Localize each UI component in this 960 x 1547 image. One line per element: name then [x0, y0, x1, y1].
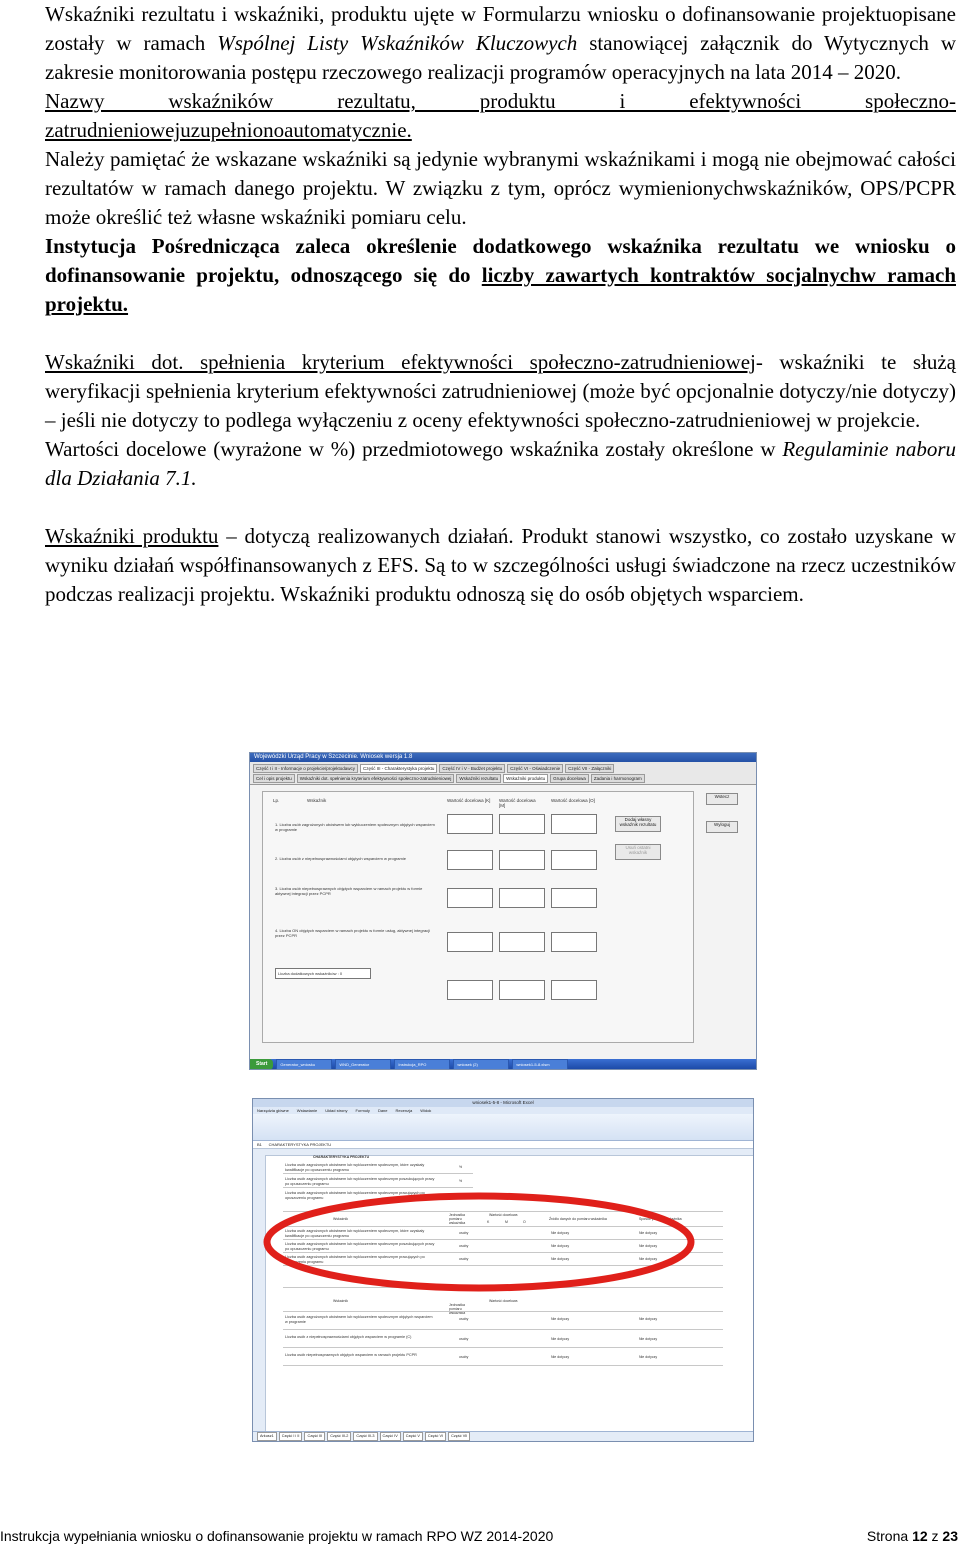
sheet-tab[interactable]: Część V	[403, 1432, 423, 1441]
text: - wskaźniki te służą weryfikacji spełnienia kryterium efektywności zatrudnieniowej (może być opcjonalnie dotyczy/nie dotyczy) – jeśli nie dotyczy to podlega wyłączeniu z oceny efektywności społeczno-zatrudnieniowej w projekcie.	[45, 350, 956, 432]
sheet-row: Liczba osób z niepełnosprawnościami objętych wsparciem w programie (C)	[285, 1335, 412, 1339]
tab[interactable]: Część VI - Oświadczenie	[507, 764, 563, 773]
tabs-row-2	[250, 773, 756, 785]
method-cell: Nie dotyczy	[639, 1244, 658, 1248]
sheet-row: Liczba osób zagrożonych ubóstwem lub wykluczeniem społecznym objętych wsparciem w programie	[285, 1315, 433, 1324]
unit-cell: osoby	[459, 1337, 469, 1341]
unit-cell: osoby	[459, 1317, 469, 1321]
value-input-o[interactable]	[551, 980, 597, 1000]
unit-cell: %	[459, 1179, 463, 1183]
sheet-row: Liczba osób niepełnosprawnych objętych wsparciem w ramach projektu PCPR	[285, 1353, 417, 1357]
source-cell: Nie dotyczy	[551, 1244, 570, 1248]
header-cell: Wskaźnik	[333, 1299, 348, 1303]
sheet-row: Liczba osób zagrożonych ubóstwem lub wykluczeniem społecznym pracujących po opuszczeniu programu	[285, 1191, 425, 1200]
current-page: 12	[912, 1528, 928, 1544]
total-pages: 23	[942, 1528, 958, 1544]
italic-text: Regulaminie naboru dla Działania 7.1.	[45, 437, 956, 490]
underlined-text: liczby zawartych kontraktów socjalnychw ramach projektu.	[45, 263, 956, 316]
text: stanowiącej załącznik do Wytycznych w zakresie monitorowania postępu rzeczowego realizacji programów operacyjnych na lata 2014 – 2020.	[45, 31, 956, 84]
value-input-k[interactable]	[447, 980, 493, 1000]
value-input-m[interactable]	[499, 850, 545, 870]
taskbar	[250, 1059, 756, 1069]
sheet-row: Liczba osób zagrożonych ubóstwem lub wykluczeniem społecznym pracujących po opuszczeniu programu	[285, 1255, 425, 1264]
paragraph-3: Należy pamiętać że wskazane wskaźniki są jedynie wybranymi wskaźnikami i mogą nie obejmować całości rezultatów w ramach danego projektu. W związku z tym, oprócz wymienionychwskaźników, OPS/PCPR może określić też własne wskaźniki pomiaru celu.	[45, 147, 956, 229]
unit-cell: %	[459, 1193, 463, 1197]
paragraph-4	[45, 232, 956, 319]
value-input-m[interactable]	[499, 888, 545, 908]
header-cell: Wartość docelowa	[489, 1213, 518, 1217]
ribbon-tab[interactable]: Widok	[420, 1108, 432, 1113]
page-prefix: Strona	[866, 1528, 913, 1544]
start-button[interactable]: Start	[250, 1059, 273, 1070]
tab[interactable]: Część VII - Załączniki	[565, 764, 614, 773]
screenshot-application-form	[249, 752, 757, 1070]
text: Wskaźniki rezultatu i wskaźniki, produktu ujęte w Formularzu wniosku o dofinansowanie projektuopisane zostały w ramach	[45, 2, 956, 55]
sheet-tab[interactable]: Część VII	[448, 1432, 470, 1441]
additional-value: 0	[339, 971, 343, 976]
additional-label: Liczba dodatkowych wskaźników :	[278, 971, 339, 976]
window-title: Wojewódzki Urząd Pracy w Szczecinie. Wniosek wersja 1.8	[250, 753, 756, 762]
taskbar-item[interactable]: wniosek1-5-8.xlsm	[512, 1059, 568, 1070]
tab-active[interactable]: Część III - Charakterystyka projektu	[360, 764, 437, 773]
tab[interactable]: Część IV i V - Budżet projektu	[439, 764, 505, 773]
text: Wartości docelowe (wyrażone w %) przedmiotowego wskaźnika zostały określone w	[45, 437, 783, 461]
ribbon-tab[interactable]: Układ strony	[325, 1108, 348, 1113]
source-cell: Nie dotyczy	[551, 1337, 570, 1341]
paragraph-2-line-1: Nazwy wskaźników rezultatu, produktu i efektywności społeczno-	[45, 89, 956, 113]
section-title: CHARAKTERYSTYKA PROJEKTU	[313, 1155, 370, 1159]
header-cell: Wskaźnik	[333, 1217, 348, 1221]
page-footer	[0, 1527, 960, 1545]
header-cell: Sposób pomiaru wskaźnika	[639, 1217, 682, 1221]
sheet-row: Liczba osób zagrożonych ubóstwem lub wykluczeniem społecznym poszukujących pracy po opuszczeniu programu	[285, 1242, 435, 1251]
value-input-k[interactable]	[447, 932, 493, 952]
document-body	[45, 0, 956, 609]
unit-cell: osoby	[459, 1244, 469, 1248]
screenshot-excel	[252, 1098, 754, 1442]
value-input-o[interactable]	[551, 888, 597, 908]
ribbon-tab[interactable]: Wstawianie	[296, 1108, 318, 1113]
unit-cell: osoby	[459, 1355, 469, 1359]
window-title: wniosek1-5-8 - Microsoft Excel	[253, 1099, 753, 1107]
ribbon-tab[interactable]: Dane	[377, 1108, 388, 1113]
taskbar-item[interactable]: wniosek (2)	[453, 1059, 509, 1070]
method-cell: Nie dotyczy	[639, 1317, 658, 1321]
add-indicator-button[interactable]: Dodaj własny wskaźnik rezultatu	[615, 816, 661, 832]
tab[interactable]: Zadania i harmonogram	[591, 774, 645, 783]
tab[interactable]: Część I i II - Informacje o projekcie/projektodawcy	[253, 764, 358, 773]
paragraph-6	[45, 435, 956, 493]
red-ellipse	[267, 1196, 691, 1288]
header-cell: Jednostka pomiaru wskaźnika	[449, 1303, 466, 1315]
method-cell: Nie dotyczy	[639, 1257, 658, 1261]
header-cell: K	[487, 1220, 490, 1224]
sheet-tabs	[253, 1431, 754, 1441]
sheet-tab[interactable]: Arkusz1	[257, 1432, 277, 1441]
header-cell: Jednostka pomiaru wskaźnika	[449, 1213, 466, 1225]
value-input-k[interactable]	[447, 850, 493, 870]
sheet-tab[interactable]: Część IV	[380, 1432, 401, 1441]
header-cell: O	[523, 1220, 526, 1224]
ribbon-tab[interactable]: Narzędzia główne	[257, 1108, 289, 1113]
header-indicator: Wskaźnik	[307, 798, 327, 803]
source-cell: Nie dotyczy	[551, 1257, 570, 1261]
sheet-row: Liczba osób zagrożonych ubóstwem lub wykluczeniem społecznym, które uzyskały kwalifikacje po opuszczeniu programu	[285, 1163, 425, 1172]
highlight-ellipse	[253, 1099, 753, 1441]
text: Instytucja Pośrednicząca zaleca określenie dodatkowego wskaźnika rezultatu we wniosku o dofinansowanie projektu, odnoszącego się do	[45, 234, 956, 287]
paragraph-5	[45, 348, 956, 435]
tab[interactable]: Wskaźniki rezultatu	[456, 774, 501, 783]
tab[interactable]: Cel i opis projektu	[253, 774, 295, 783]
underlined-text: Wskaźniki produktu	[45, 524, 219, 548]
source-cell: Nie dotyczy	[551, 1231, 570, 1235]
paragraph-2-line-2: zatrudnieniowejuzupełnionoautomatycznie.	[45, 118, 412, 142]
paragraph-1	[45, 0, 956, 87]
taskbar-item[interactable]: Instrukcja_RPO	[394, 1059, 450, 1070]
sheet-tab[interactable]: Część III	[304, 1432, 325, 1441]
value-input-m[interactable]	[499, 814, 545, 834]
indicator-row: 1. Liczba osób zagrożonych ubóstwem lub wykluczeniem społecznym objętych wsparciem w programie	[275, 822, 435, 832]
value-input-m[interactable]	[499, 980, 545, 1000]
sheet-tab[interactable]: Część III-3	[353, 1432, 377, 1441]
value-input-k[interactable]	[447, 888, 493, 908]
header-lp: Lp.	[273, 798, 280, 803]
ribbon-tab[interactable]: Formuły	[355, 1108, 370, 1113]
page-separator: z	[927, 1528, 943, 1544]
source-cell: Nie dotyczy	[551, 1317, 570, 1321]
taskbar-item[interactable]: Generator_wniosku	[276, 1059, 332, 1070]
paragraph-7	[45, 522, 956, 609]
value-input-o[interactable]	[551, 850, 597, 870]
italic-text: Wspólnej Listy Wskaźników Kluczowych	[217, 31, 578, 55]
method-cell: Nie dotyczy	[639, 1231, 658, 1235]
ribbon-tab[interactable]: Recenzja	[395, 1108, 413, 1113]
remove-indicator-button[interactable]: Usuń ostatni wskaźnik	[615, 844, 661, 860]
header-cell: Źródło danych do pomiaru wskaźnika	[549, 1217, 607, 1221]
unit-cell: %	[459, 1165, 463, 1169]
indicator-row: 4. Liczba ON objętych wsparciem w ramach projektu w formie usług, aktywnej integracji przez PCPR	[275, 928, 430, 938]
tab-active[interactable]: Wskaźniki produktu	[503, 774, 548, 783]
back-button[interactable]: Wstecz	[706, 793, 738, 805]
tab[interactable]: Grupa docelowa	[550, 774, 589, 783]
indicator-row: 2. Liczba osób z niepełnosprawnościami objętych wsparciem w programie	[275, 856, 406, 861]
formula-text: CHARAKTERYSTYKA PROJEKTU	[268, 1142, 332, 1147]
logout-button[interactable]: Wyloguj	[706, 821, 738, 833]
unit-cell: osoby	[459, 1231, 469, 1235]
sheet-tab[interactable]: Część I i II	[279, 1432, 303, 1441]
form-panel	[262, 791, 694, 1043]
value-input-o[interactable]	[551, 814, 597, 834]
taskbar-item[interactable]: WND_Generator	[335, 1059, 391, 1070]
sheet-row: Liczba osób zagrożonych ubóstwem lub wykluczeniem społecznym poszukujących pracy po opuszczeniu programu	[285, 1177, 435, 1186]
footer-title: Instrukcja wypełniania wniosku o dofinansowanie projektu w ramach RPO WZ 2014-2020	[0, 1528, 554, 1544]
additional-count	[275, 968, 371, 979]
method-cell: Nie dotyczy	[639, 1355, 658, 1359]
value-input-m[interactable]	[499, 932, 545, 952]
text: – dotyczą realizowanych działań. Produkt stanowi wszystko, co zostało uzyskane w wyniku działań współfinansowanych z EFS. Są to w szczególności usługi świadczone na rzecz uczestników podczas realizacji projektu. Wskaźniki produktu odnoszą się do osób objętych wsparciem.	[45, 524, 956, 606]
method-cell: Nie dotyczy	[639, 1337, 658, 1341]
header-o: Wartość docelowa [O]	[551, 798, 595, 803]
sheet-tab[interactable]: Część VI	[425, 1432, 446, 1441]
name-box[interactable]: B1	[257, 1142, 262, 1147]
unit-cell: osoby	[459, 1257, 469, 1261]
sheet-row: Liczba osób zagrożonych ubóstwem lub wykluczeniem społecznym, które uzyskały kwalifikacje po opuszczeniu programu	[285, 1229, 425, 1238]
page-number	[867, 1527, 958, 1545]
header-cell: Wartość docelowa	[489, 1299, 518, 1303]
indicator-row: 3. Liczba osób niepełnosprawnych objętych wsparciem w ramach projektu w formie aktywnej integracji przez PCPR	[275, 886, 423, 896]
value-input-k[interactable]	[447, 814, 493, 834]
value-input-o[interactable]	[551, 932, 597, 952]
tab[interactable]: Wskaźniki dot. spełnienia kryterium efektywności społeczno-zatrudnieniowej	[297, 774, 455, 783]
tabs-row-1	[250, 762, 756, 773]
source-cell: Nie dotyczy	[551, 1355, 570, 1359]
underlined-text: Wskaźniki dot. spełnienia kryterium efektywności społeczno-zatrudnieniowej	[45, 350, 756, 374]
header-cell: M	[505, 1220, 508, 1224]
header-k: Wartość docelowa [K]	[447, 798, 491, 803]
sheet-tab[interactable]: Część III-2	[327, 1432, 351, 1441]
header-m: Wartość docelowa [M]	[499, 798, 536, 808]
